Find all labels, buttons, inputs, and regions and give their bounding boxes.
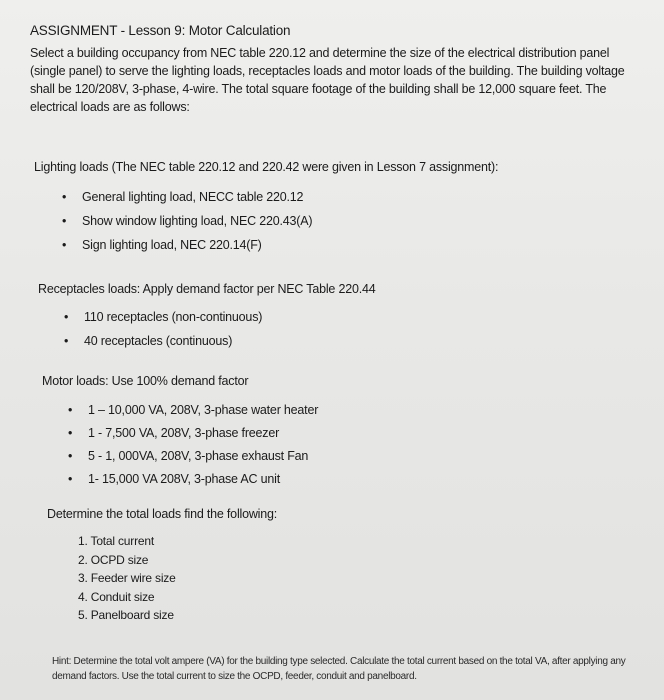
list-item: • 1- 15,000 VA 208V, 3-phase AC unit (68, 468, 318, 491)
assignment-title: ASSIGNMENT - Lesson 9: Motor Calculation (30, 23, 291, 38)
bullet-icon: • (68, 449, 73, 463)
bullet-icon: • (62, 190, 67, 204)
receptacles-list (64, 305, 262, 353)
bullet-icon: • (62, 214, 67, 228)
list-item: • 1 - 7,500 VA, 208V, 3-phase freezer (68, 422, 318, 445)
receptacles-heading: Receptacles loads: Apply demand factor per NEC Table 220.44 (38, 282, 376, 296)
determine-heading: Determine the total loads find the following: (47, 507, 278, 521)
list-item: 4. Conduit size (78, 589, 155, 604)
list-item: • 1 – 10,000 VA, 208V, 3-phase water heater (68, 399, 318, 422)
lighting-list (62, 185, 312, 257)
list-item: • Sign lighting load, NEC 220.14(F) (62, 233, 312, 257)
bullet-icon: • (68, 403, 73, 417)
bullet-icon: • (64, 334, 69, 348)
list-item: • 40 receptacles (continuous) (64, 329, 262, 353)
list-item: • 110 receptacles (non-continuous) (64, 305, 262, 329)
list-item: 2. OCPD size (78, 552, 149, 567)
bullet-icon: • (68, 426, 73, 440)
bullet-icon: • (68, 472, 73, 486)
determine-list (78, 532, 176, 625)
list-item: • 5 - 1, 000VA, 208V, 3-phase exhaust Fan (68, 445, 318, 468)
motors-list (68, 399, 318, 491)
hint-paragraph: Hint: Determine the total volt ampere (VA) for the building type selected. Calculate the total current based on the total VA, after applying any demand factors. Use the total current to size the OCPD, feeder, conduit and panelboard. (52, 656, 626, 682)
lighting-heading: Lighting loads (The NEC table 220.12 and 220.42 were given in Lesson 7 assignment): (34, 160, 499, 174)
motors-heading: Motor loads: Use 100% demand factor (42, 374, 249, 388)
intro-paragraph: Select a building occupancy from NEC table 220.12 and determine the size of the electrical distribution panel (single panel) to serve the lighting loads, receptacles loads and motor loads of the building. The building voltage shall be 120/208V, 3-phase, 4-wire. The total square footage of the building shall be 12,000 square feet. The electrical loads are as follows: (30, 46, 625, 114)
bullet-icon: • (62, 238, 67, 252)
bullet-icon: • (64, 310, 69, 324)
list-item: 3. Feeder wire size (78, 571, 176, 585)
list-item: 1. Total current (78, 534, 154, 548)
list-item: • Show window lighting load, NEC 220.43(A) (62, 209, 312, 233)
list-item: 5. Panelboard size (78, 608, 174, 622)
list-item: • General lighting load, NECC table 220.12 (62, 185, 312, 209)
